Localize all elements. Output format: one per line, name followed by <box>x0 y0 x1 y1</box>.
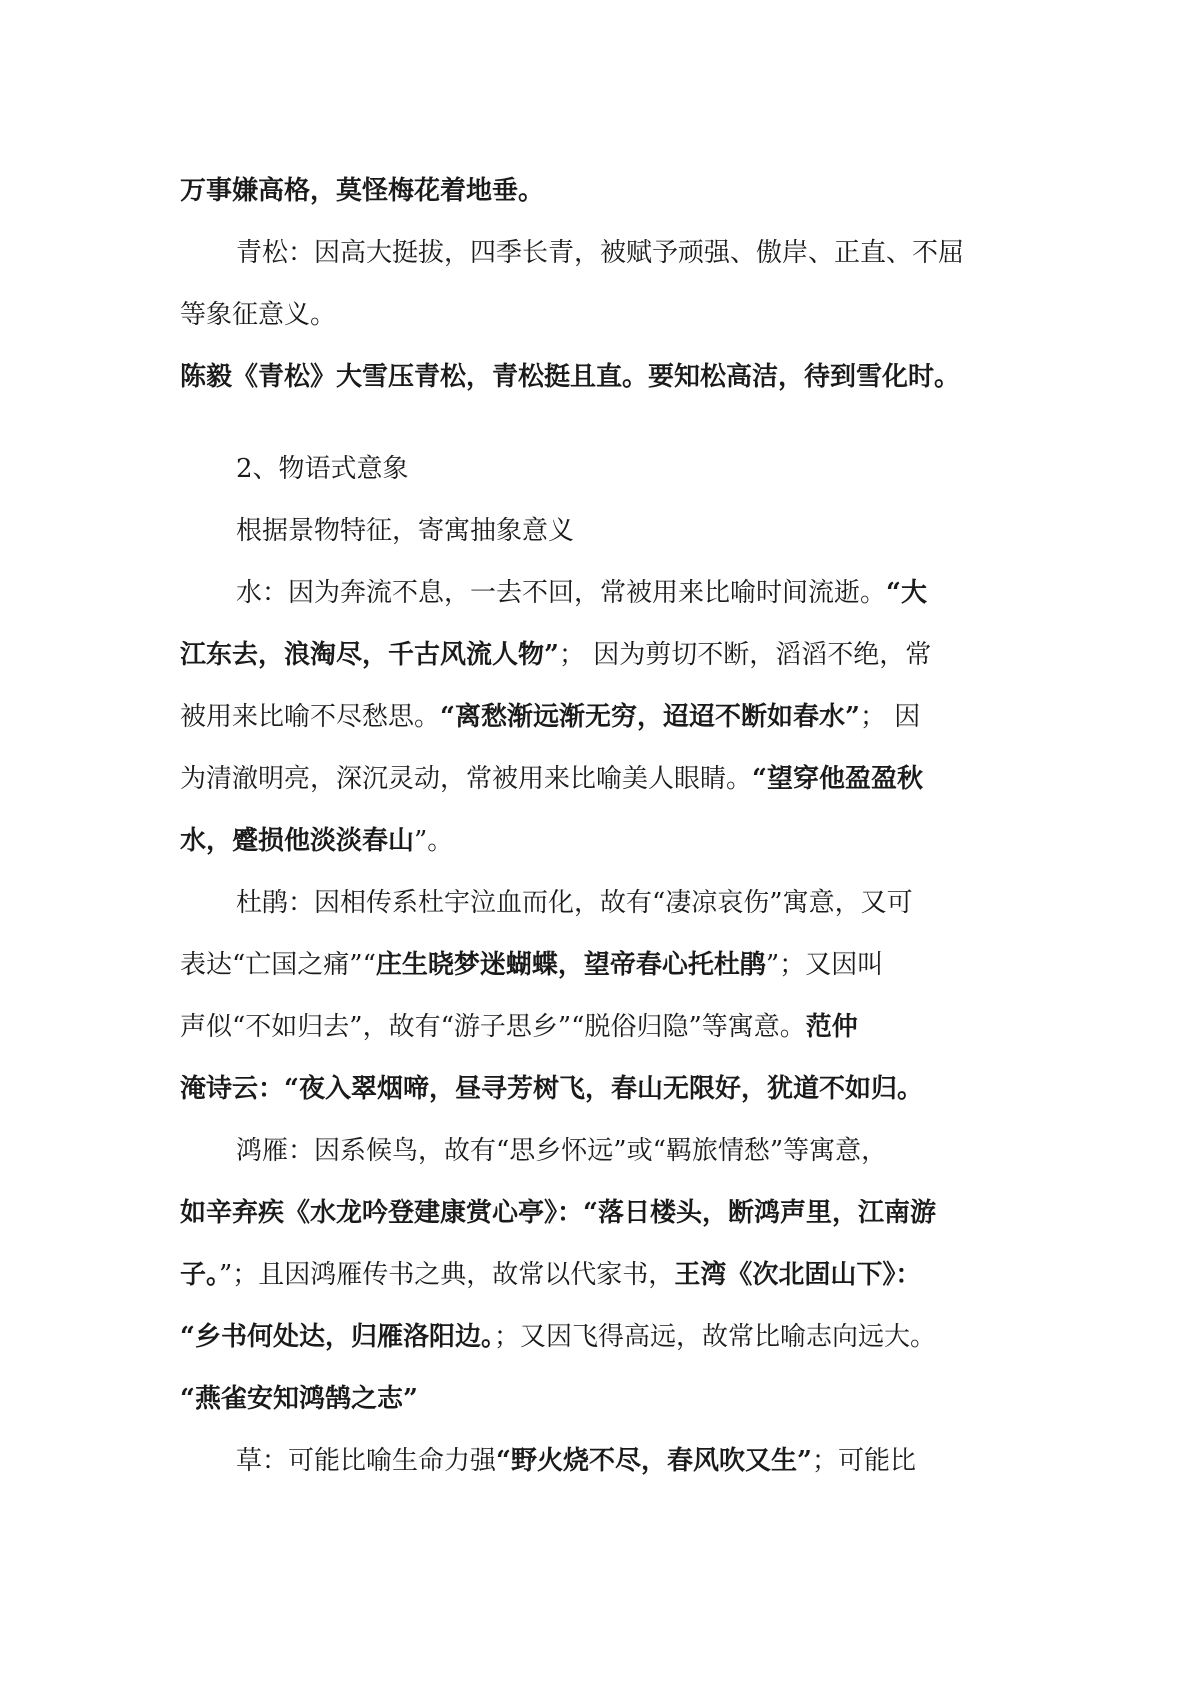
text-line <box>180 160 1020 222</box>
text-run: 青松：因高大挺拔，四季长青，被赋予顽强、傲岸、正直、不屈 <box>236 238 965 268</box>
text-line <box>180 1058 1020 1120</box>
text-line <box>180 1430 1020 1492</box>
text-run: 被用来比喻不尽愁思。 <box>180 702 441 732</box>
text-line <box>180 748 1020 810</box>
bold-text-run: “大 <box>886 578 927 608</box>
text-line <box>180 934 1020 996</box>
document-body <box>180 160 1020 1492</box>
bold-text-run: 子。 <box>180 1260 220 1290</box>
text-run: 水：因为奔流不息，一去不回，常被用来比喻时间流逝。 <box>236 578 887 608</box>
text-line <box>180 284 1020 346</box>
text-run: 表达“亡国之痛”“ <box>180 950 376 980</box>
bold-text-run: 水，蹙损他淡淡春山 <box>180 826 415 856</box>
text-run: ；可能比 <box>811 1446 916 1476</box>
text-line <box>180 346 1020 408</box>
bold-text-run: “望穿他盈盈秋 <box>752 764 923 794</box>
bold-text-run: 庄生晓梦迷蝴蝶，望帝春心托杜鹃 <box>375 950 766 980</box>
text-run: ； 因为剪切不断，滔滔不绝，常 <box>558 640 932 670</box>
text-run: ”；且因鸿雁传书之典，故常以代家书， <box>219 1260 675 1290</box>
text-run: 等象征意义。 <box>180 300 337 330</box>
text-line <box>180 996 1020 1058</box>
text-line <box>180 500 1020 562</box>
text-run: 鸿雁：因系候鸟，故有“思乡怀远”或“羁旅情愁”等寓意， <box>236 1136 888 1166</box>
bold-text-run: 如辛弃疾《水龙吟登建康赏心亭》：“落日楼头，断鸿声里，江南游 <box>180 1198 936 1228</box>
text-line <box>180 1306 1020 1368</box>
text-run: 声似“不如归去”，故有“游子思乡”“脱俗归隐”等寓意。 <box>180 1012 806 1042</box>
text-line <box>180 1182 1020 1244</box>
text-line <box>180 624 1020 686</box>
text-line <box>180 1368 1020 1430</box>
bold-text-run: 王湾《次北固山下》： <box>674 1260 922 1290</box>
bold-text-run: 万事嫌高格，莫怪梅花着地垂。 <box>180 176 545 206</box>
text-line <box>180 222 1020 284</box>
bold-text-run: 陈毅《青松》大雪压青松，青松挺且直。要知松高洁，待到雪化时。 <box>180 362 961 392</box>
text-run: 杜鹃：因相传系杜宇泣血而化，故有“凄凉哀伤”寓意，又可 <box>236 888 913 918</box>
text-line <box>180 562 1020 624</box>
text-run: ； 因 <box>859 702 921 732</box>
text-run: 根据景物特征，寄寓抽象意义 <box>236 516 575 546</box>
paragraph-gap <box>180 408 1020 438</box>
bold-text-run: 江东去，浪淘尽，千古风流人物” <box>180 640 559 670</box>
text-run: ”。 <box>414 826 454 856</box>
text-run: ”；又因叫 <box>765 950 884 980</box>
bold-text-run: “野火烧不尽，春风吹又生” <box>496 1446 812 1476</box>
text-line <box>180 686 1020 748</box>
text-run: 草：可能比喻生命力强 <box>236 1446 497 1476</box>
bold-text-run: 范仲 <box>805 1012 858 1042</box>
text-line <box>180 1120 1020 1182</box>
bold-text-run: 淹诗云：“夜入翠烟啼，昼寻芳树飞，春山无限好，犹道不如归。 <box>180 1074 923 1104</box>
bold-text-run: “离愁渐远渐无穷，迢迢不断如春水” <box>440 702 860 732</box>
text-line <box>180 810 1020 872</box>
text-run: ；又因飞得高远，故常比喻志向远大。 <box>493 1322 936 1352</box>
text-line <box>180 1244 1020 1306</box>
bold-text-run: “燕雀安知鸿鹄之志” <box>180 1384 418 1414</box>
section-heading <box>180 438 1020 500</box>
text-line <box>180 872 1020 934</box>
text-run: 2、物语式意象 <box>236 454 409 484</box>
text-run: 为清澈明亮，深沉灵动，常被用来比喻美人眼睛。 <box>180 764 753 794</box>
bold-text-run: “乡书何处达，归雁洛阳边。 <box>180 1322 494 1352</box>
